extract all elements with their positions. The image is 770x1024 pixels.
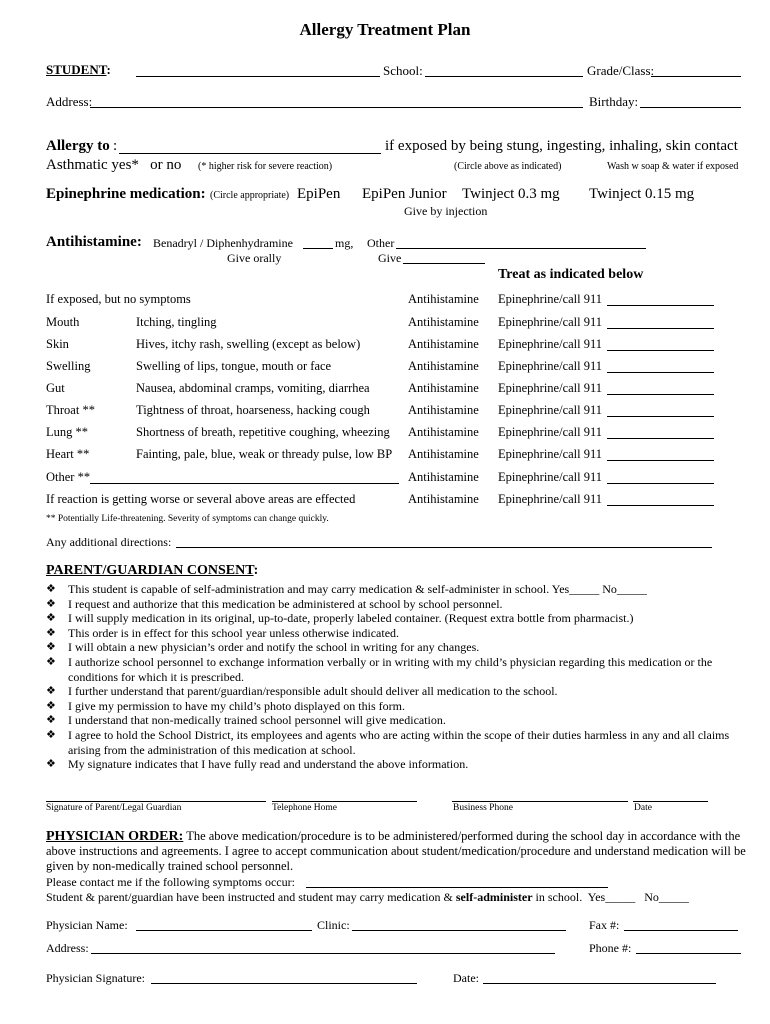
antihistamine-option[interactable]: Antihistamine xyxy=(408,425,479,439)
epi-option-epipen[interactable]: EpiPen xyxy=(297,186,341,202)
contact-label: Please contact me if the following symptoms occur: xyxy=(46,875,295,889)
consent-item-text: I understand that non-medically trained school personnel will give medication. xyxy=(68,713,446,728)
other-label: Other xyxy=(367,236,395,250)
epinephrine-dose-field[interactable] xyxy=(607,316,714,329)
give-field[interactable] xyxy=(403,251,485,264)
symptom-area: If reaction is getting worse or several above areas are effected xyxy=(46,492,356,506)
consent-item xyxy=(46,640,736,655)
symptom-area: Swelling xyxy=(46,359,91,373)
symptom-row xyxy=(0,425,770,443)
consent-item-text: I agree to hold the School District, its employees and agents who are acting within the scope of their duties harmless in any and all claims arising from the administration of this medication at school. xyxy=(68,727,730,757)
symptom-row xyxy=(0,337,770,355)
page-title: Allergy Treatment Plan xyxy=(299,20,471,39)
physician-date-field[interactable] xyxy=(483,971,716,984)
physician-address-label: Address: xyxy=(46,941,89,955)
epinephrine-dose-field[interactable] xyxy=(607,493,714,506)
physician-name-field[interactable] xyxy=(136,918,312,931)
birthday-field[interactable] xyxy=(640,95,741,108)
self-admin-line xyxy=(46,890,689,905)
symptom-description: Fainting, pale, blue, weak or thready pulse, low BP xyxy=(136,447,393,461)
asthmatic-text: Asthmatic yes* or no xyxy=(46,157,182,173)
symptom-row xyxy=(0,292,770,310)
antihistamine-label: Antihistamine: xyxy=(46,234,142,250)
consent-item-text: I further understand that parent/guardian/responsible adult should deliver all medication to the school. xyxy=(68,684,558,699)
fax-field[interactable] xyxy=(624,918,738,931)
physician-paragraph-text: The above medication/procedure is to be administered/performed during the school day in accordance with the above instructions and agreements. I agree to accept communication about student/medication/procedure and understand medication will be given by non-medically trained school personnel. xyxy=(46,829,746,873)
physician-signature-field[interactable] xyxy=(151,971,417,984)
grade-field[interactable] xyxy=(651,64,741,77)
diamond-bullet-icon: ❖ xyxy=(46,583,56,595)
epinephrine-option[interactable]: Epinephrine/call 911 xyxy=(498,337,603,351)
symptom-area: Other ** xyxy=(46,470,91,484)
consent-item xyxy=(46,597,736,612)
clinic-label: Clinic: xyxy=(317,918,350,932)
benadryl-text: Benadryl / Diphenhydramine xyxy=(153,236,293,250)
address-field[interactable] xyxy=(90,95,583,108)
consent-heading-wrap xyxy=(46,563,258,579)
business-phone-label: Business Phone xyxy=(453,803,513,813)
mg-text: mg, xyxy=(335,236,354,250)
parent-signature-line[interactable] xyxy=(46,800,266,802)
allergy-label: Allergy to xyxy=(46,138,110,154)
phone-label: Phone #: xyxy=(589,941,632,955)
epinephrine-dose-field[interactable] xyxy=(607,338,714,351)
diamond-bullet-icon: ❖ xyxy=(46,655,56,668)
diamond-bullet-icon: ❖ xyxy=(46,758,56,771)
antihistamine-option[interactable]: Antihistamine xyxy=(408,492,479,506)
antihistamine-option[interactable]: Antihistamine xyxy=(408,315,479,329)
wash-note: Wash w soap & water if exposed xyxy=(607,161,739,172)
risk-note: (* higher risk for severe reaction) xyxy=(198,161,333,172)
additional-label: Any additional directions: xyxy=(46,535,172,549)
physician-date-label: Date: xyxy=(453,971,479,985)
symptom-row xyxy=(0,447,770,465)
symptom-area: Skin xyxy=(46,337,69,351)
epinephrine-dose-field[interactable] xyxy=(607,404,714,417)
symptom-row xyxy=(0,470,770,488)
allergy-field[interactable] xyxy=(119,140,381,154)
diamond-bullet-icon: ❖ xyxy=(46,728,56,741)
school-label: School: xyxy=(383,63,423,78)
consent-item-text: This student is capable of self-administration and may carry medication & self-administer in school. Yes_____ No_____ xyxy=(68,582,647,596)
epi-option-twinject-015[interactable]: Twinject 0.15 mg xyxy=(589,186,695,202)
symptom-area: Lung ** xyxy=(46,425,89,439)
physician-signature-label: Physician Signature: xyxy=(46,971,145,985)
home-phone-label: Telephone Home xyxy=(272,803,338,813)
consent-item xyxy=(46,611,736,626)
self-admin-pre: Student & parent/guardian have been instructed and student may carry medication & xyxy=(46,890,453,904)
epinephrine-dose-field[interactable] xyxy=(607,293,714,306)
consent-item xyxy=(46,728,736,757)
diamond-bullet-icon: ❖ xyxy=(46,612,56,625)
home-phone-line[interactable] xyxy=(272,800,417,802)
symptom-row xyxy=(0,315,770,333)
date-label: Date xyxy=(634,803,652,813)
exposure-text: if exposed by being stung, ingesting, inhaling, skin contact xyxy=(385,138,738,154)
give-label: Give xyxy=(378,251,402,265)
diamond-bullet-icon: ❖ xyxy=(46,597,56,610)
treat-header: Treat as indicated below xyxy=(498,267,644,282)
epinephrine-dose-field[interactable] xyxy=(607,471,714,484)
epinephrine-dose-field[interactable] xyxy=(607,426,714,439)
give-orally: Give orally xyxy=(227,251,282,265)
consent-item xyxy=(46,713,736,728)
symptom-row xyxy=(0,403,770,421)
parent-signature-label: Signature of Parent/Legal Guardian xyxy=(46,803,182,813)
epi-option-epipen-junior[interactable]: EpiPen Junior xyxy=(362,186,447,202)
physician-order-paragraph xyxy=(46,829,746,874)
symptom-description: Swelling of lips, tongue, mouth or face xyxy=(136,359,332,373)
additional-field[interactable] xyxy=(176,535,712,548)
antihistamine-option[interactable]: Antihistamine xyxy=(408,359,479,373)
allergy-colon: : xyxy=(113,138,118,154)
symptom-row xyxy=(0,492,770,510)
date-line[interactable] xyxy=(633,800,708,802)
grade-label: Grade/Class: xyxy=(587,63,655,78)
symptom-row xyxy=(0,381,770,399)
epinephrine-option[interactable]: Epinephrine/call 911 xyxy=(498,425,603,439)
epinephrine-option[interactable]: Epinephrine/call 911 xyxy=(498,359,603,373)
consent-item xyxy=(46,582,736,597)
epinephrine-option[interactable]: Epinephrine/call 911 xyxy=(498,403,603,417)
circle-note: (Circle above as indicated) xyxy=(454,161,562,172)
diamond-bullet-icon: ❖ xyxy=(46,714,56,727)
antihistamine-option[interactable]: Antihistamine xyxy=(408,470,479,484)
consent-list xyxy=(46,582,736,772)
student-label: STUDENT xyxy=(46,62,107,77)
business-phone-line[interactable] xyxy=(452,800,628,802)
diamond-bullet-icon: ❖ xyxy=(46,685,56,698)
epinephrine-option[interactable]: Epinephrine/call 911 xyxy=(498,447,603,461)
epinephrine-dose-field[interactable] xyxy=(607,382,714,395)
epinephrine-dose-field[interactable] xyxy=(607,360,714,373)
diamond-bullet-icon: ❖ xyxy=(46,626,56,639)
consent-item-text: I authorize school personnel to exchange information verbally or in writing with my child’s physician regarding this medication or the conditions for which it is prescribed. xyxy=(68,654,713,684)
epinephrine-circle-note: (Circle appropriate) xyxy=(210,190,290,201)
consent-item-text: I give my permission to have my child’s photo displayed on this form. xyxy=(68,698,405,713)
antihistamine-option[interactable]: Antihistamine xyxy=(408,337,479,351)
symptom-area: Heart ** xyxy=(46,447,90,461)
consent-item xyxy=(46,655,736,684)
symptom-row xyxy=(0,359,770,377)
consent-item xyxy=(46,699,736,714)
symptom-description: Hives, itchy rash, swelling (except as below) xyxy=(136,337,361,351)
consent-item xyxy=(46,626,736,641)
epinephrine-option[interactable]: Epinephrine/call 911 xyxy=(498,292,603,306)
self-admin-bold: self-administer xyxy=(455,890,533,904)
birthday-label: Birthday: xyxy=(589,94,639,109)
life-threat-note: ** Potentially Life-threatening. Severity of symptoms can change quickly. xyxy=(46,514,329,524)
epi-route: Give by injection xyxy=(404,204,488,218)
consent-item-text: I request and authorize that this medication be administered at school by school personnel. xyxy=(68,596,503,611)
symptom-area: Throat ** xyxy=(46,403,95,417)
symptom-description: Tightness of throat, hoarseness, hacking cough xyxy=(136,403,370,417)
epinephrine-option[interactable]: Epinephrine/call 911 xyxy=(498,492,603,506)
physician-name-label: Physician Name: xyxy=(46,918,128,932)
address-label: Address: xyxy=(46,94,93,109)
fax-label: Fax #: xyxy=(589,918,620,932)
epinephrine-label: Epinephrine medication: xyxy=(46,186,206,202)
epinephrine-dose-field[interactable] xyxy=(607,448,714,461)
consent-item xyxy=(46,684,736,699)
diamond-bullet-icon: ❖ xyxy=(46,699,56,712)
symptom-description: Shortness of breath, repetitive coughing, wheezing xyxy=(136,425,390,439)
symptom-description: Itching, tingling xyxy=(136,315,217,329)
physician-heading: PHYSICIAN ORDER: xyxy=(46,829,184,844)
symptom-area: Gut xyxy=(46,381,65,395)
student-colon: : xyxy=(106,62,111,77)
consent-item-text: This order is in effect for this school year unless otherwise indicated. xyxy=(68,625,400,640)
self-admin-post: in school. Yes_____ No_____ xyxy=(535,890,689,904)
consent-item-text: I will obtain a new physician’s order and notify the school in writing for any changes. xyxy=(68,640,480,655)
antihistamine-option[interactable]: Antihistamine xyxy=(408,381,479,395)
epinephrine-option[interactable]: Epinephrine/call 911 xyxy=(498,470,603,484)
consent-heading: PARENT/GUARDIAN CONSENT xyxy=(46,563,254,578)
antihistamine-option[interactable]: Antihistamine xyxy=(408,403,479,417)
symptom-description: Nausea, abdominal cramps, vomiting, diarrhea xyxy=(136,381,370,395)
consent-item xyxy=(46,757,736,772)
epinephrine-option[interactable]: Epinephrine/call 911 xyxy=(498,315,603,329)
contact-field[interactable] xyxy=(306,875,608,888)
phone-field[interactable] xyxy=(636,941,741,954)
consent-colon: : xyxy=(253,563,259,578)
symptom-area: If exposed, but no symptoms xyxy=(46,292,191,306)
symptom-area: Mouth xyxy=(46,315,80,329)
other-field[interactable] xyxy=(396,236,646,249)
other-symptom-field[interactable] xyxy=(90,471,399,484)
diamond-bullet-icon: ❖ xyxy=(46,641,56,654)
student-row xyxy=(46,62,111,78)
epinephrine-option[interactable]: Epinephrine/call 911 xyxy=(498,381,603,395)
student-field[interactable] xyxy=(136,64,380,77)
school-field[interactable] xyxy=(425,64,583,77)
antihistamine-option[interactable]: Antihistamine xyxy=(408,292,479,306)
consent-item-text: My signature indicates that I have fully read and understand the above information. xyxy=(68,757,469,772)
clinic-field[interactable] xyxy=(352,918,566,931)
consent-item-text: I will supply medication in its original, up-to-date, properly labeled container. (Request extra bottle from pharmacist.) xyxy=(68,611,634,626)
benadryl-mg-field[interactable] xyxy=(303,236,333,249)
antihistamine-option[interactable]: Antihistamine xyxy=(408,447,479,461)
epi-option-twinject-03[interactable]: Twinject 0.3 mg xyxy=(462,186,560,202)
physician-address-field[interactable] xyxy=(91,941,555,954)
